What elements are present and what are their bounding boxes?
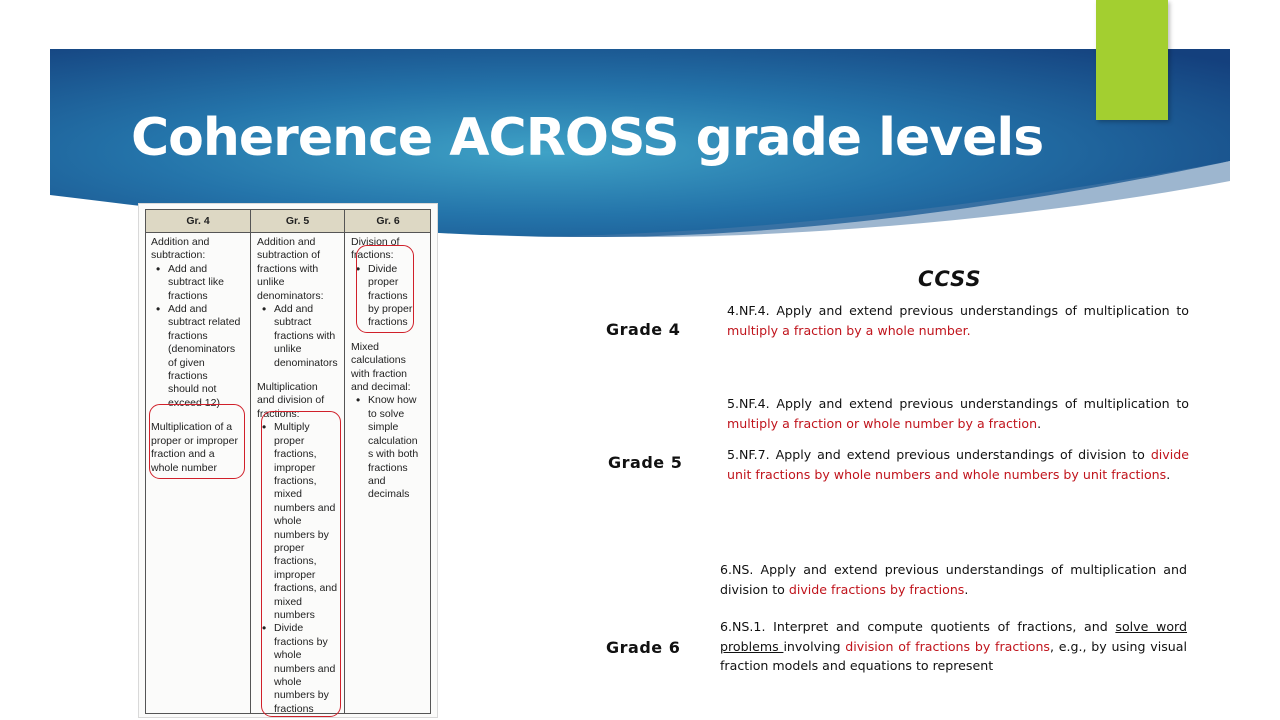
gr5-bullet-multiply: • Multiply proper fractions, improper fractions, mixed numbers and whole numbers by proper fractions, improper fractions, and mixed numbers [274,421,343,622]
gr4-bullet-1: • Add and subtract like fractions [168,263,249,303]
header-gr5: Gr. 5 [285,215,310,227]
gr6-intro-2: Mixed calculations with fraction and decimal: [351,340,411,394]
green-accent-block [1096,0,1168,120]
gr5-intro: Addition and subtraction of fractions with unlike denominators: [257,236,324,302]
grade-5-label: Grade 5 [608,453,683,472]
slide-title: Coherence ACROSS grade levels [131,108,1044,168]
standard-5-nf-7: 5.NF.7. Apply and extend previous understandings of division to divide unit fractions by whole numbers and whole numbers by unit fractions. [727,447,1189,482]
grade-4-label: Grade 4 [606,320,681,339]
gr5-bullet-add: • Add and subtract fractions with unlike denominators [274,303,343,370]
gr5-intro-2: Multiplication and division of fractions: [257,381,325,420]
gr4-red-outline [149,404,245,479]
grade-6-label: Grade 6 [606,638,681,657]
ccss-heading: CCSS [918,267,982,291]
standard-4-nf-4: 4.NF.4. Apply and extend previous understandings of multiplication to multiply a fraction by a whole number. [727,303,1189,338]
grade-comparison-table-image [138,203,438,718]
gr6-intro: Division of fractions: [351,236,400,262]
header-gr6: Gr. 6 [376,215,400,227]
header-gr4: Gr. 4 [186,215,210,227]
standard-6-ns-1: 6.NS.1. Interpret and compute quotients of fractions, and solve word problems involving division of fractions by fractions, e.g., by using visual fraction models and equations to represent [720,619,1187,673]
gr6-bullet-divide: • Divide proper fractions by proper fractions [368,263,431,330]
gr5-bullet-divide: • Divide fractions by whole numbers and whole numbers by fractions [274,622,343,716]
gr5-red-outline [261,411,341,717]
standard-5-nf-4: 5.NF.4. Apply and extend previous understandings of multiplication to multiply a fraction or whole number by a fraction. [727,396,1189,431]
standard-6-ns: 6.NS. Apply and extend previous understandings of multiplication and division to divide fractions by fractions. [720,562,1187,597]
gr6-bullet-mixed: • Know how to solve simple calculation s with both fractions and decimals [368,394,431,501]
gr4-circled-text: Multiplication of a proper or improper fraction and a whole number [151,421,238,474]
gr4-bullet-2: • Add and subtract related fractions (denominators of given fractions should not exceed 12) [168,303,249,410]
gr4-intro: Addition and subtraction: [151,236,210,262]
gr6-red-outline [356,245,414,333]
